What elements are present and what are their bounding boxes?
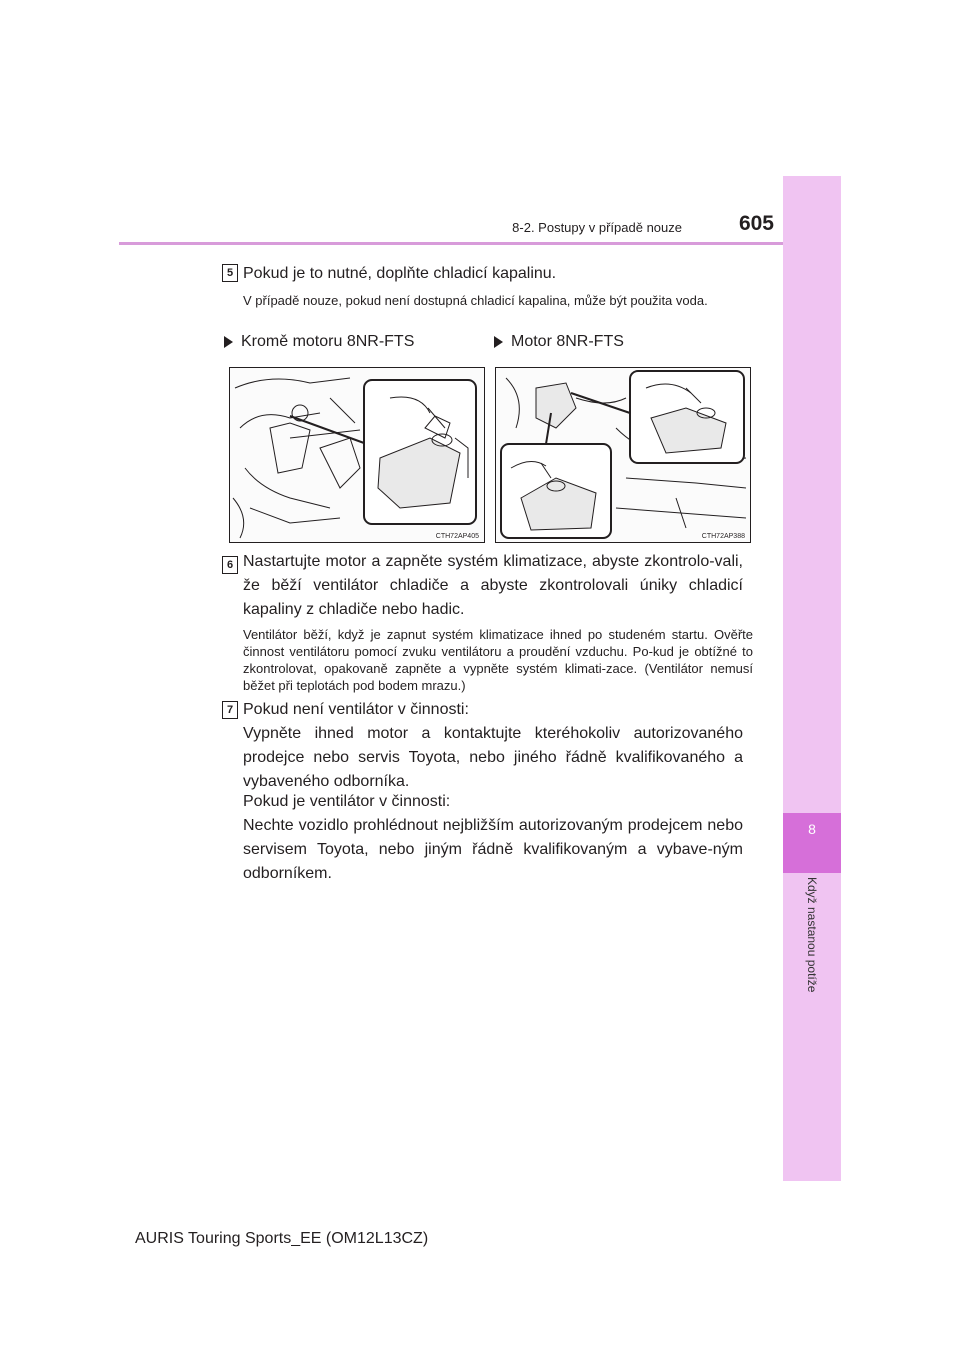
- step-7-text-b: Vypněte ihned motor a kontaktujte kteréhokoliv autorizovaného prodejce nebo servis Toyota, nebo jiného řádně kvalifikovaného a vybaveného odborníka.: [243, 725, 743, 790]
- step-7-text-a: Pokud není ventilátor v činnosti:: [243, 701, 469, 718]
- step-badge-7: 7: [222, 701, 238, 719]
- chapter-title-text: Když nastanou potíže: [805, 877, 819, 993]
- figure-left-caption: CTH72AP405: [435, 533, 479, 540]
- step-7-text-d: Nechte vozidlo prohlédnout nejbližším autorizovaným prodejcem nebo servisem Toyota, nebo jiným řádně kvalifikovaným a vybave-ným odborníkem.: [243, 817, 743, 882]
- page-number: 605: [738, 212, 774, 235]
- figure-right-caption: CTH72AP388: [701, 533, 745, 540]
- arrow-right-icon: [224, 336, 233, 348]
- footer-model: AURIS Touring Sports_EE (OM12L13CZ): [135, 1230, 429, 1247]
- step-badge-6: 6: [222, 556, 238, 574]
- step-7-text-c: Pokud je ventilátor v činnosti:: [243, 793, 451, 810]
- arrow-right-icon: [494, 336, 503, 348]
- engine-illustration-left: [230, 368, 484, 542]
- step-5-note: V případě nouze, pokud není dostupná chladicí kapalina, může být použita voda.: [243, 293, 708, 308]
- variant-label-left: [224, 333, 414, 351]
- step-6-note: Ventilátor běží, když je zapnut systém klimatizace ihned po studeném startu. Ověřte činnost ventilátoru pomocí zvuku ventilátoru a proudění vzduchu. Po-kud je obtížné to zkontrolovat, opakovaně zapněte a vypněte systém klimati-zace. (Ventilátor nemusí běžet při teplotách pod bodem mrazu.): [243, 627, 753, 693]
- engine-illustration-right: [496, 368, 750, 542]
- chapter-number: 8: [808, 821, 816, 837]
- engine-figure-left: [229, 367, 485, 543]
- engine-figure-right: [495, 367, 751, 543]
- step-5-text: Pokud je to nutné, doplňte chladicí kapalinu.: [243, 265, 557, 282]
- header-rule: [119, 242, 783, 245]
- step-6-text: Nastartujte motor a zapněte systém klimatizace, abyste zkontrolo-vali, že běží ventilátor chladiče a abyste zkontrolovali úniky chladicí kapaliny z chladiče nebo hadic.: [243, 553, 743, 618]
- variant-label-left-text: Kromě motoru 8NR-FTS: [241, 333, 415, 350]
- variant-label-right: [494, 333, 624, 351]
- step-badge-5: 5: [222, 264, 238, 282]
- header-section-title: 8-2. Postupy v případě nouze: [512, 220, 682, 235]
- variant-label-right-text: Motor 8NR-FTS: [511, 333, 624, 350]
- chapter-title: [783, 873, 841, 1043]
